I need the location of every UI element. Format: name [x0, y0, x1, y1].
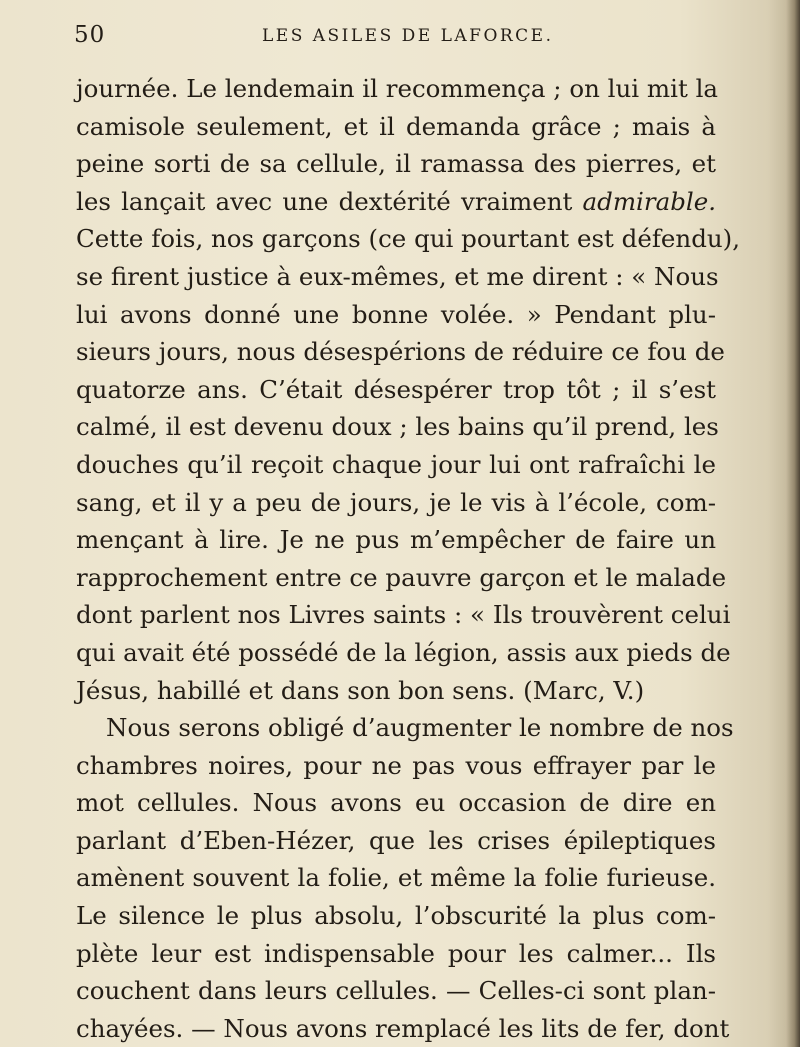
- text-line: chambres noires, pour ne pas vous effrayer par le: [76, 750, 716, 780]
- text-line: sieurs jours, nous désespérions de réduire ce fou de: [76, 337, 725, 367]
- running-head: [74, 22, 724, 56]
- running-title: LES ASILES DE LAFORCE.: [262, 26, 554, 46]
- text-line: lui avons donné une bonne volée. » Pendant plu-: [76, 299, 716, 329]
- text-line: mot cellules. Nous avons eu occasion de dire en: [76, 788, 716, 818]
- text-line: couchent dans leurs cellules. — Celles-ci sont plan-: [76, 976, 716, 1006]
- text-line-part: les lançait avec une dextérité vraiment: [76, 186, 573, 216]
- paragraph-end-line: Jésus, habillé et dans son bon sens. (Marc, V.): [76, 675, 645, 705]
- text-line: sang, et il y a peu de jours, je le vis à l’école, com-: [76, 487, 716, 517]
- text-line: camisole seulement, et il demanda grâce ; mais à: [76, 111, 716, 141]
- text-line: peine sorti de sa cellule, il ramassa des pierres, et: [76, 149, 716, 179]
- text-line: quatorze ans. C’était désespérer trop tôt ; il s’est: [76, 374, 716, 404]
- text-line: mençant à lire. Je ne pus m’empêcher de faire un: [76, 525, 716, 555]
- text-line: dont parlent nos Livres saints : « Ils trouvèrent celui: [76, 600, 731, 630]
- text-line: parlant d’Eben-Hézer, que les crises épileptiques: [76, 825, 716, 855]
- text-line: Cette fois, nos garçons (ce qui pourtant est défendu),: [76, 224, 741, 254]
- text-line: qui avait été possédé de la légion, assis aux pieds de: [76, 637, 731, 667]
- page-number: 50: [74, 22, 106, 48]
- text-line: plète leur est indispensable pour les calmer... Ils: [76, 938, 716, 968]
- text-line: Le silence le plus absolu, l’obscurité la plus com-: [76, 901, 716, 931]
- text-line: se firent justice à eux-mêmes, et me dirent : « Nous: [76, 261, 719, 291]
- text-line-with-italic: [76, 183, 716, 221]
- text-line: douches qu’il reçoit chaque jour lui ont rafraîchi le: [76, 449, 716, 479]
- body-text: [76, 70, 741, 1047]
- page-binding-edge: [786, 0, 800, 1047]
- text-line: calmé, il est devenu doux ; les bains qu’il prend, les: [76, 412, 719, 442]
- text-line: journée. Le lendemain il recommença ; on lui mit la: [76, 74, 719, 103]
- italic-word: admirable.: [582, 186, 717, 216]
- paragraph-start-line: Nous serons obligé d’augmenter le nombre de nos: [106, 713, 734, 743]
- text-line: rapprochement entre ce pauvre garçon et le malade: [76, 562, 727, 592]
- text-line: amènent souvent la folie, et même la folie furieuse.: [76, 863, 716, 893]
- text-line: chayées. — Nous avons remplacé les lits de fer, dont: [76, 1013, 730, 1043]
